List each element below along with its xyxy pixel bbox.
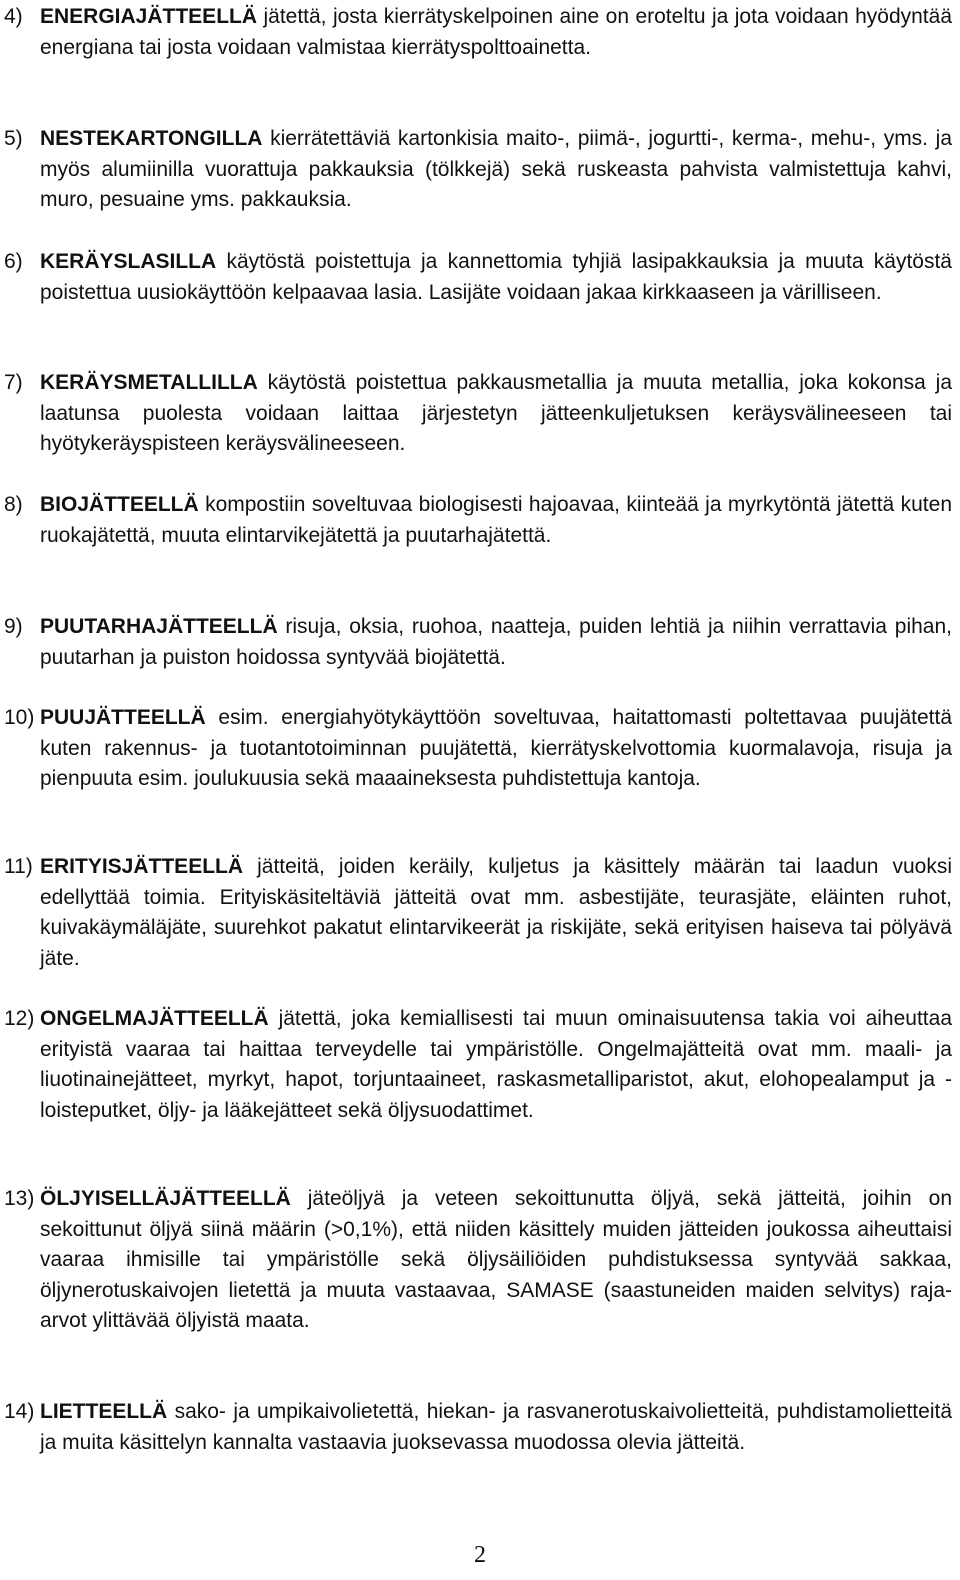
list-item-9 — [0, 612, 960, 673]
item-term: KERÄYSMETALLILLA — [40, 371, 258, 394]
list-item-7 — [0, 368, 960, 460]
item-number: 12) — [4, 1007, 35, 1030]
page-number: 2 — [474, 1542, 486, 1568]
item-body — [40, 490, 952, 551]
item-body — [40, 1184, 952, 1337]
list-item-10 — [0, 703, 960, 795]
item-text: jätteitä, joiden keräily, kuljetus ja käsittely määrän tai laadun vuoksi edellyttää toimia. Erityiskäsiteltäviä jätteitä ovat mm. asbestijäte, teurasjäte, eläinten ruhot, kuivakäymäläjäte, suurehkot pakatut elintarvikeerät ja riskijäte, sekä erityisen haiseva tai pölyävä jäte. — [40, 855, 952, 970]
item-term: ERITYISJÄTTEELLÄ — [40, 855, 244, 878]
list-item-13 — [0, 1184, 960, 1337]
item-text: esim. energiahyötykäyttöön soveltuvaa, haitattomasti poltettavaa puujätettä kuten rakennus- ja tuotantotoiminnan puujätettä, kierrätyskelvottomia kuormalavoja, risuja ja pienpuuta esim. joulukuusia sekä maaaineksesta puhdistettuja kantoja. — [40, 706, 952, 790]
list-item-4 — [0, 2, 960, 63]
list-item-11 — [0, 852, 960, 974]
list-item-12 — [0, 1004, 960, 1126]
item-term: ÖLJYISELLÄJÄTTEELLÄ — [40, 1187, 291, 1210]
item-body — [40, 124, 952, 216]
list-item-8 — [0, 490, 960, 551]
list-item-5 — [0, 124, 960, 216]
item-text: jätettä, josta kierrätyskelpoinen aine on eroteltu ja jota voidaan hyödyntää energiana tai josta voidaan valmistaa kierrätyspolttoainetta. — [40, 5, 952, 59]
item-number: 8) — [4, 493, 23, 516]
item-term: LIETTEELLÄ — [40, 1400, 168, 1423]
item-number: 13) — [4, 1187, 35, 1210]
item-number: 4) — [4, 5, 23, 28]
item-term: NESTEKARTONGILLA — [40, 127, 263, 150]
item-term: PUUTARHAJÄTTEELLÄ — [40, 615, 278, 638]
item-text: jäteöljyä ja veteen sekoittunutta öljyä, sekä jätteitä, joihin on sekoittunut öljyä siinä määrin (>0,1%), että niiden käsittely muiden jätteiden joukossa aiheuttaisi vaaraa ihmisille tai ympäristölle sekä öljysäiliöiden puhdistuksessa syntyvää sakkaa, öljynerotuskaivojen lietettä ja muuta vastaavaa, SAMASE (saastuneiden maiden selvitys) raja- arvot ylittävää öljyistä maata. — [40, 1187, 952, 1332]
item-text: kompostiin soveltuvaa biologisesti hajoavaa, kiinteää ja myrkytöntä jätettä kuten ruokajätettä, muuta elintarvikejätettä ja puutarhajätettä. — [40, 493, 952, 547]
item-number: 7) — [4, 371, 23, 394]
item-text: jätettä, joka kemiallisesti tai muun ominaisuutensa takia voi aiheuttaa erityistä vaaraa tai haittaa terveydelle tai ympäristölle. Ongelmajätteitä ovat mm. maali- ja liuotinainejätteet, myrkyt, hapot, torjuntaaineet, raskasmetalliparistot, akut, elohopealamput ja -loisteputket, öljy- ja lääkejätteet sekä öljysuodattimet. — [40, 1007, 952, 1122]
item-number: 6) — [4, 250, 23, 273]
item-term: ENERGIAJÄTTEELLÄ — [40, 5, 258, 28]
item-body — [40, 852, 952, 974]
item-text: käytöstä poistettua pakkausmetallia ja muuta metallia, joka kokonsa ja laatunsa puolesta voidaan laittaa järjestetyn jätteenkuljetuksen keräysvälineeseen tai hyötykeräyspisteen keräysvälineeseen. — [40, 371, 952, 455]
item-body — [40, 247, 952, 308]
item-body — [40, 2, 952, 63]
item-term: PUUJÄTTEELLÄ — [40, 706, 206, 729]
item-body — [40, 1004, 952, 1126]
item-number: 5) — [4, 127, 23, 150]
item-number: 11) — [4, 855, 33, 878]
item-text: risuja, oksia, ruohoa, naatteja, puiden lehtiä ja niihin verrattavia pihan, puutarhan ja puiston hoidossa syntyvää biojätettä. — [40, 615, 952, 669]
list-item-14 — [0, 1397, 960, 1458]
item-number: 10) — [4, 706, 35, 729]
item-number: 9) — [4, 615, 23, 638]
item-number: 14) — [4, 1400, 35, 1423]
item-body — [40, 612, 952, 673]
item-term: KERÄYSLASILLA — [40, 250, 217, 273]
item-term: BIOJÄTTEELLÄ — [40, 493, 199, 516]
item-body — [40, 1397, 952, 1458]
item-body — [40, 368, 952, 460]
item-term: ONGELMAJÄTTEELLÄ — [40, 1007, 269, 1030]
item-body — [40, 703, 952, 795]
item-text: käytöstä poistettuja ja kannettomia tyhjiä lasipakkauksia ja muuta käytöstä poistettua uusiokäyttöön kelpaavaa lasia. Lasijäte voidaan jakaa kirkkaaseen ja värilliseen. — [40, 250, 952, 304]
item-text: sako- ja umpikaivolietettä, hiekan- ja rasvanerotuskaivolietteitä, puhdistamolietteitä ja muita käsittelyn kannalta vastaavia juoksevassa muodossa olevia jätteitä. — [40, 1400, 952, 1454]
list-item-6 — [0, 247, 960, 308]
item-text: kierrätettäviä kartonkisia maito-, piimä-, jogurtti-, kerma-, mehu-, yms. ja myös alumiinilla vuorattuja pakkauksia (tölkkejä) sekä ruskeasta pahvista valmistettuja kahvi, muro, pesuaine yms. pakkauksia. — [40, 127, 952, 211]
